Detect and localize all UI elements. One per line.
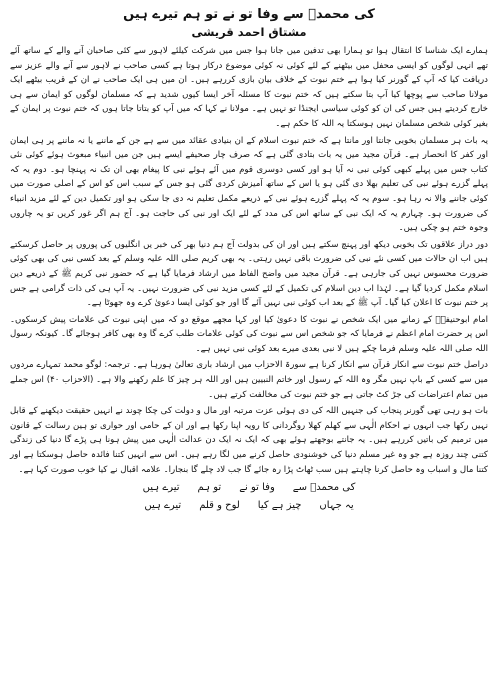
paragraph-5: دراصل ختم نبوت سے انکار قرآن سے انکار کرنا ہے سورۃ الاحزاب میں ارشاد باری تعالیٰ ہورہا ہے۔ ترجمہ: لوگو محمد تمہارے مردوں میں سے کسی کے باپ نہیں مگر وہ اللہ کے رسول اور خاتم النبیین ہیں اور اللہ ہر چیز کا علم رکھنے والا ہے۔ (الاحزاب ۴۰) اس جملے میں تمام اعتراضات کی جڑ کٹ جاتی ہے جو ختم نبوت کی مخالفت کرتے ہیں۔ bbox=[10, 360, 489, 400]
couplet-line-2 bbox=[10, 497, 488, 515]
couplet-word: لوح و قلم bbox=[199, 500, 240, 512]
couplet-word: کی محمدؐ سے bbox=[292, 482, 356, 494]
couplet-word: وفا تو نے bbox=[239, 482, 275, 494]
couplet-word: یہ جہاں bbox=[319, 500, 354, 512]
couplet-word: تیرے ہیں bbox=[144, 500, 182, 512]
paragraph-4: امام ابوحنیفہؒ کے زمانے میں ایک شخص نے نبوت کا دعویٰ کیا اور کہا مجھے موقع دو کہ میں اپنی نبوت کی علامات پیش کرسکوں۔ اس پر حضرت امام اعظم نے فرمایا کہ جو شخص اس سے نبوت کی کوئی علامات طلب کرے گا وہ بھی کافر ہوجائے گا۔ کیونکہ رسول اللہ صلی اللہ علیہ وسلم فرما چکے ہیں لا نبی بعدی میرے بعد کوئی نبی نہیں ہے۔ bbox=[10, 314, 488, 354]
couplet-word: چیز ہے کیا bbox=[257, 500, 302, 512]
author-name: مشتاق احمد قریشی bbox=[191, 25, 307, 39]
paragraph-3: دور دراز علاقوں تک بخوبی دیکھ اور پہنچ سکتے ہیں اور ان کی بدولت آج ہم دنیا بھر کی خبر یں انگلیوں کی پوروں پر حاصل کرسکتے ہیں اب ان حالات میں کسی نئے نبی کی ضرورت باقی نہیں رہتی۔ یہ بھی کریم صلی اللہ علیہ وسلم کے بعد کسی نبی کی بھی کوئی ضرورت محسوس نہیں کی جارہی ہے۔ قرآن مجید میں واضح الفاظ میں ارشاد فرمایا گیا ہے کہ حضور نبی کریم ﷺ کے ذریعے دین اسلام مکمل کردیا گیا ہے۔ لہٰذا اب دین اسلام کی تکمیل کے لئے کسی مزید نبی کی ضرورت نہیں۔ یہ آپ ہی کی ذات گرامی ہے جس پر ختم نبوت کا اعلان کیا گیا۔ آپ ﷺ کے بعد اب کوئی نبی نہیں آئے گا اور جو کوئی ایسا دعویٰ کرے وہ جھوٹا ہے۔ bbox=[10, 239, 488, 309]
couplet-word: تو ہم bbox=[197, 482, 222, 494]
couplet-line-1 bbox=[10, 479, 488, 497]
article-title: کی محمدؐ سے وفا تو نے تو ہم تیرے ہیں bbox=[123, 7, 375, 22]
paragraph-1: ہمارے ایک شناسا کا انتقال ہوا تو ہمارا بھی تدفین میں جانا ہوا جس میں شرکت کیلئے لاہور سے کئی صاحبان آنے والے کے ساتھ آئے تھے انہی لوگوں کو ایسی محفل میں بیٹھنے کے لئے کوئی نہ کوئی موضوع درکار ہوتا ہے کسی صاحب نے لاہور سے آنے والے عزیز سے دریافت کیا کہ آپ کے گورنر کیا ہوا ہے ختم نبوت کے خلاف بیان بازی کررہے ہیں۔ ان میں ہی ایک صاحب نے ان کے قریب بیٹھے ایک مولانا صاحب سے پوچھا کیا آپ بتا سکتے ہیں کہ ختم نبوت کا مسئلہ آخر ایسا کیوں شدید ہے کہ مسلمان لوگوں کو ایمان سے ہی خارج کردیتے ہیں جس کی ان کو کوئی سیاسی ایجنڈا تو نہیں ہے۔ مولانا نے کہا کہ میں آپ کو بتاتا جاتا ہوں کہ ختم نبوت پر ایمان کے بغیر کوئی شخص مسلمان نہیں ہوسکتا یہ اللہ کا حکم ہے۔ bbox=[10, 46, 488, 129]
paragraph-2: یہ بات ہر مسلمان بخوبی جانتا اور مانتا ہے کہ ختم نبوت اسلام کے ان بنیادی عقائد میں سے ہے جن کے ماننے یا نہ ماننے پر ہی ایمان اور کفر کا انحصار ہے۔ قرآن مجید میں یہ بات بتادی گئی ہے کہ صرف چار صحیفے ایسے ہیں جن میں انبیاء مبعوث ہوئے کوئی نئی کتاب جس میں پہلے کبھی کوئی نبی نہ آیا ہو اور کسی دوسری قوم میں آئے ہوئے نبی کا پیغام بھی ان تک نہ پہنچا ہو۔ دوم یہ کہ پہلے گزرے ہوئے نبی کی تعلیم بھلا دی گئی ہو یا اس کے ساتھ آمیزش کردی گئی ہو جس کے سبب اس کو اس کے اصلی صورت میں کوئی جاننے والا نہ رہا ہو۔ سوم یہ کہ پہلے گزرے ہوئے نبی کے ذریعے مکمل تعلیم نہ دی جا سکی ہو اور تکمیل دین کے لئے مزید انبیاء کی ضرورت ہو۔ چہارم یہ کہ ایک نبی کے ساتھ اس کی مدد کے لئے ایک اور نبی کی حاجت ہو۔ آج ہم اگر غور کریں تو یہ چاروں وجوہ ختم ہو چکی ہیں۔ bbox=[10, 135, 488, 234]
couplet-word: تیرے ہیں bbox=[142, 482, 180, 494]
paragraph-6: بات ہو رہی تھی گورنر پنجاب کی جنہیں اللہ کی دی ہوئی عزت مرتبہ اور مال و دولت کی چکا چوند نے انہیں حقیقت دیکھنے کے قابل نہیں رکھا جب انہوں نے احکام الٰہی سے کھلم کھلا روگردانی کا رویہ اپنا رکھا ہے اور ان کے حامی اور حواری تو ہین رسالت کے قانون میں ترمیم کی باتیں کررہے ہیں۔ یہ جانتے بوجھتے ہوئے بھی کہ ایک نہ ایک دن عدالت الٰہی میں پیش ہونا ہی پڑے گا دنیا کی زندگی کتنی چند روزہ ہے جو وہ غیر مسلم دنیا کی خوشنودی حاصل کرنے میں لگا رہے ہیں۔ اس سے انہیں کتنا فائدہ حاصل ہوسکتا ہے اور کتنا مال و اسباب وہ حاصل کرنا چاہتے ہیں سب ٹھاٹ پڑا رہ جائے گا جب لاد چلے گا بنجارا۔ علامہ اقبال نے کیا خوب صورت کہا ہے۔ bbox=[10, 406, 488, 475]
